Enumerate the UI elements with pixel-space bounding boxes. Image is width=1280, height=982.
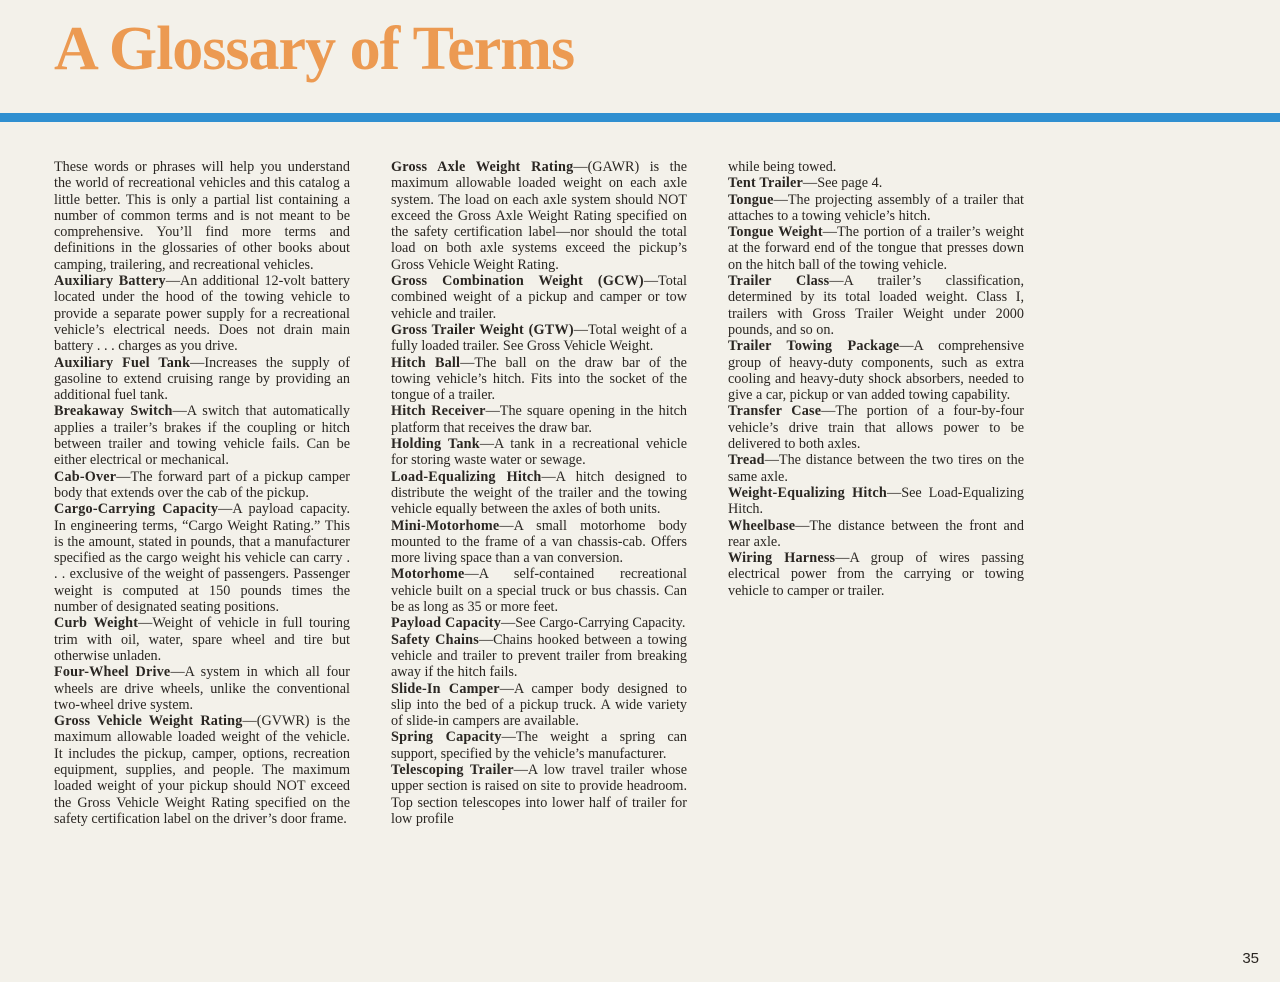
glossary-term: Motorhome bbox=[391, 566, 465, 583]
glossary-term: Gross Combination Weight (GCW) bbox=[391, 273, 644, 290]
glossary-definition: —The forward part of a pickup camper body that extends over the cab of the pickup. bbox=[54, 468, 350, 501]
glossary-term: Wiring Harness bbox=[728, 550, 836, 567]
glossary-entry bbox=[391, 615, 687, 631]
glossary-definition: —The weight a spring can support, specified by the vehicle’s manufacturer. bbox=[391, 729, 688, 762]
glossary-entry bbox=[54, 615, 350, 664]
glossary-entry bbox=[728, 175, 1024, 191]
glossary-entry bbox=[54, 273, 350, 354]
glossary-definition: —The distance between the two tires on the same axle. bbox=[728, 452, 1024, 485]
glossary-definition: —The square opening in the hitch platform that receives the draw bar. bbox=[391, 403, 687, 436]
glossary-entry bbox=[728, 485, 1024, 518]
glossary-entry bbox=[391, 518, 687, 567]
glossary-term: Auxiliary Battery bbox=[54, 273, 166, 290]
page-title: A Glossary of Terms bbox=[54, 15, 575, 83]
glossary-definition: —A low travel trailer whose upper section is raised on site to provide headroom. Top section telescopes into lower half of trailer for low profile bbox=[391, 761, 687, 827]
glossary-term: Safety Chains bbox=[391, 631, 479, 648]
glossary-term: Tongue bbox=[728, 191, 774, 208]
col3-entries bbox=[728, 175, 1024, 599]
glossary-definition: —The ball on the draw bar of the towing vehicle’s hitch. Fits into the socket of the tongue of a trailer. bbox=[391, 354, 687, 404]
glossary-entry bbox=[54, 664, 350, 713]
glossary-entry bbox=[728, 550, 1024, 599]
glossary-entry bbox=[391, 322, 687, 355]
glossary-term: Load-Equalizing Hitch bbox=[391, 468, 542, 485]
glossary-entry bbox=[391, 762, 687, 827]
glossary-definition: —The projecting assembly of a trailer that attaches to a towing vehicle’s hitch. bbox=[728, 191, 1024, 224]
glossary-definition: —A group of wires passing electrical power from the carrying or towing vehicle to camper or trailer. bbox=[728, 550, 1024, 599]
glossary-term: Transfer Case bbox=[728, 403, 822, 420]
glossary-term: Auxiliary Fuel Tank bbox=[54, 354, 191, 371]
glossary-definition: —A hitch designed to distribute the weight of the trailer and the towing vehicle equally between the axles of both units. bbox=[391, 468, 687, 518]
glossary-definition: —Increases the supply of gasoline to extend cruising range by providing an additional fuel tank. bbox=[54, 354, 350, 404]
glossary-entry bbox=[54, 355, 350, 404]
glossary-term: Trailer Class bbox=[728, 273, 830, 290]
glossary-definition: —Total combined weight of a pickup and camper or tow vehicle and trailer. bbox=[391, 273, 687, 322]
glossary-definition: —The portion of a four-by-four vehicle’s drive train that allows power to be delivered to both axles. bbox=[728, 403, 1024, 453]
glossary-term: Cargo-Carrying Capacity bbox=[54, 501, 219, 518]
glossary-entry bbox=[728, 273, 1024, 338]
glossary-term: Tent Trailer bbox=[728, 175, 804, 192]
glossary-definition: —A payload capacity. In engineering terms, “Cargo Weight Rating.” This is the amount, stated in pounds, that a manufacturer specified as the cargo weight his vehicle can carry . . . exclusive of the weight of passengers. Passenger weight is computed at 150 pounds times the number of designated seating positions. bbox=[54, 501, 350, 616]
glossary-term: Weight-Equalizing Hitch bbox=[728, 484, 887, 501]
glossary-entry bbox=[391, 729, 687, 762]
glossary-entry bbox=[391, 469, 687, 518]
glossary-definition: —A trailer’s classification, determined by its total loaded weight. Class I, trailers with Gross Trailer Weight under 2000 pounds, and so on. bbox=[728, 273, 1024, 338]
glossary-entry bbox=[391, 566, 687, 615]
glossary-definition: —Chains hooked between a towing vehicle and trailer to prevent trailer from breaking away if the hitch fails. bbox=[391, 631, 687, 681]
glossary-term: Tread bbox=[728, 452, 765, 469]
glossary-definition: —A tank in a recreational vehicle for storing waste water or sewage. bbox=[391, 436, 687, 469]
glossary-entry bbox=[728, 452, 1024, 485]
glossary-term: Telescoping Trailer bbox=[391, 761, 514, 778]
glossary-definition: —(GVWR) is the maximum allowable loaded weight of the vehicle. It includes the pickup, camper, options, recreation equipment, supplies, and people. The maximum loaded weight of your pickup should NOT exceed the Gross Vehicle Weight Rating specified on the safety certification label on the driver’s door frame. bbox=[54, 713, 350, 827]
col2-entries bbox=[391, 159, 687, 827]
glossary-term: Wheelbase bbox=[728, 517, 796, 534]
glossary-definition: —A system in which all four wheels are drive wheels, unlike the conventional two-wheel drive system. bbox=[54, 664, 350, 713]
glossary-term: Hitch Receiver bbox=[391, 403, 486, 420]
glossary-entry bbox=[728, 192, 1024, 225]
glossary-definition: —Total weight of a fully loaded trailer. See Gross Vehicle Weight. bbox=[391, 321, 687, 355]
glossary-term: Gross Vehicle Weight Rating bbox=[54, 713, 243, 730]
glossary-term: Gross Trailer Weight (GTW) bbox=[391, 321, 574, 338]
glossary-term: Four-Wheel Drive bbox=[54, 664, 171, 681]
col1-entries bbox=[54, 273, 350, 827]
glossary-entry bbox=[391, 681, 687, 730]
glossary-term: Curb Weight bbox=[54, 615, 139, 632]
column-2 bbox=[391, 159, 687, 827]
glossary-entry bbox=[728, 338, 1024, 403]
glossary-entry bbox=[728, 518, 1024, 551]
glossary-term: Holding Tank bbox=[391, 436, 480, 453]
glossary-entry bbox=[728, 403, 1024, 452]
glossary-term: Payload Capacity bbox=[391, 615, 502, 632]
glossary-term: Spring Capacity bbox=[391, 729, 502, 746]
intro-paragraph: These words or phrases will help you understand the world of recreational vehicles and this catalog a little better. This is only a partial list containing a number of common terms and is not meant to be comprehensive. You’ll find more terms and definitions in the glossaries of other books about camping, trailering, and recreational vehicles. bbox=[54, 159, 350, 273]
glossary-term: Cab-Over bbox=[54, 468, 117, 485]
glossary-definition: —A self-contained recreational vehicle built on a special truck or bus chassis. Can be as long as 35 or more feet. bbox=[391, 566, 687, 616]
glossary-entry bbox=[391, 159, 687, 273]
page-number: 35 bbox=[1242, 950, 1259, 967]
glossary-term: Gross Axle Weight Rating bbox=[391, 159, 574, 175]
glossary-term: Trailer Towing Package bbox=[728, 338, 900, 355]
glossary-definition: —A comprehensive group of heavy-duty components, such as extra cooling and heavy-duty shock absorbers, needed to give a car, pickup or van added towing capability. bbox=[728, 338, 1025, 404]
glossary-definition: —See Cargo-Carrying Capacity. bbox=[501, 615, 686, 632]
glossary-definition: —An additional 12-volt battery located under the hood of the towing vehicle to provide a separate power supply for a recreational vehicle’s electrical needs. Does not drain main battery . . . charges as you drive. bbox=[54, 273, 351, 355]
header-rule bbox=[0, 113, 1280, 122]
glossary-entry bbox=[54, 403, 350, 468]
glossary-term: Slide-In Camper bbox=[391, 680, 500, 697]
glossary-term: Mini-Motorhome bbox=[391, 517, 500, 534]
glossary-entry bbox=[54, 713, 350, 827]
glossary-term: Hitch Ball bbox=[391, 354, 461, 371]
glossary-entry bbox=[391, 632, 687, 681]
glossary-definition: —A camper body designed to slip into the bed of a pickup truck. A wide variety of slide-in campers are available. bbox=[391, 680, 687, 730]
column-1 bbox=[54, 159, 350, 827]
glossary-definition: —A small motorhome body mounted to the frame of a van chassis-cab. Offers more living space than a van conversion. bbox=[391, 517, 687, 567]
glossary-definition: —Weight of vehicle in full touring trim with oil, water, spare wheel and tire but otherwise unladen. bbox=[54, 615, 351, 664]
column-3 bbox=[728, 159, 1024, 599]
glossary-entry bbox=[728, 224, 1024, 273]
glossary-term: Tongue Weight bbox=[728, 224, 823, 241]
glossary-definition: —The portion of a trailer’s weight at the forward end of the tongue that presses down on the hitch ball of the towing vehicle. bbox=[728, 224, 1024, 273]
glossary-entry bbox=[391, 273, 687, 322]
glossary-entry bbox=[54, 469, 350, 502]
glossary-definition: —The distance between the front and rear axle. bbox=[728, 517, 1024, 550]
glossary-definition: —See page 4. bbox=[803, 175, 883, 192]
glossary-entry bbox=[54, 501, 350, 615]
glossary-entry bbox=[391, 355, 687, 404]
glossary-definition: —See Load-Equalizing Hitch. bbox=[728, 484, 1024, 518]
continuation-text: while being towed. bbox=[728, 159, 837, 175]
glossary-entry bbox=[391, 403, 687, 436]
glossary-definition: —(GAWR) is the maximum allowable loaded weight on each axle system. The load on each axle system should NOT exceed the Gross Axle Weight Rating specified on the safety certification label—nor should the total load on both axle systems exceed the pickup’s Gross Vehicle Weight Rating. bbox=[391, 159, 687, 273]
glossary-entry bbox=[391, 436, 687, 469]
glossary-term: Breakaway Switch bbox=[54, 403, 173, 420]
glossary-definition: —A switch that automatically applies a trailer’s brakes if the coupling or hitch between trailer and towing vehicle fails. Can be either electrical or mechanical. bbox=[54, 403, 350, 469]
